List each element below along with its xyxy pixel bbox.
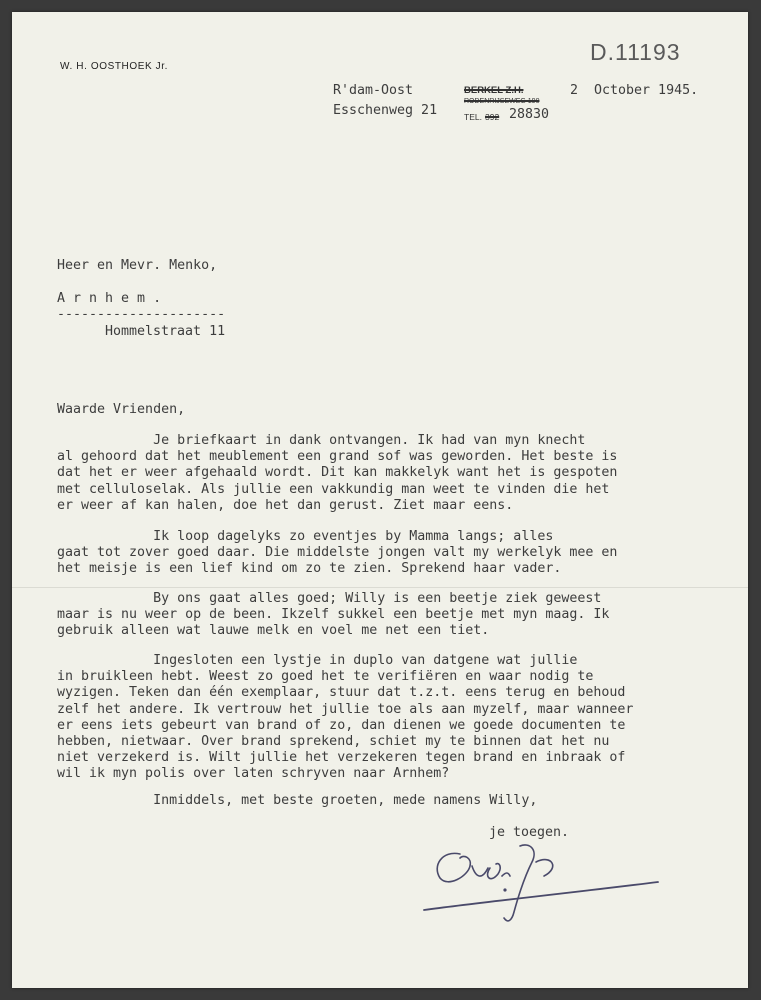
letter-date: 2 October 1945. — [570, 83, 699, 98]
handwritten-signature — [412, 832, 672, 927]
text-line: Je briefkaart in dank ontvangen. Ik had van myn knecht — [57, 433, 586, 448]
recipient-city-underline: --------------------- — [57, 307, 226, 322]
text-line: al gehoord dat het meublement een grand sof was geworden. Het beste is — [57, 449, 618, 465]
text-line: wil ik myn polis over laten schryven naar Arnhem? — [57, 766, 450, 782]
text-line: Ingesloten een lystje in duplo van datgene wat jullie — [57, 653, 578, 668]
text-line: zelf het andere. Ik vertrouw het jullie toe als aan myzelf, maar wanneer — [57, 701, 634, 717]
text-line: gebruik alleen wat lauwe melk en voel me net een tiet. — [57, 623, 490, 639]
telephone-number: 28830 — [509, 107, 550, 122]
text-line: hebben, nietwaar. Over brand sprekend, schiet my te binnen dat het nu — [57, 734, 610, 750]
archive-reference: D.11193 — [590, 39, 681, 65]
text-line: het meisje is een lief kind om zo te zien. Sprekend haar vader. — [57, 561, 562, 577]
text-line: wyzigen. Teken dan één exemplaar, stuur dat t.z.t. eens terug en behoud — [57, 685, 626, 701]
text-line: dat het er weer afgehaald wordt. Dit kan makkelyk want het is gespoten — [57, 465, 618, 481]
paragraph-3 — [57, 591, 747, 640]
text-line: in bruikleen hebt. Weest zo goed het te verifiëren en waar nodig te — [57, 669, 594, 685]
recipient-street: Hommelstraat 11 — [105, 324, 226, 339]
salutation: Waarde Vrienden, — [57, 402, 186, 417]
paragraph-4 — [57, 653, 747, 783]
printed-tel-struck: 392 — [485, 112, 500, 122]
printed-town-struck: BERKEL Z.H. — [464, 85, 524, 96]
sender-street: Esschenweg 21 — [333, 103, 438, 118]
sender-city: R'dam-Oost — [333, 83, 414, 98]
text-line: er weer af kan halen, doe het dan gerust. Ziet maar eens. — [57, 497, 514, 513]
paragraph-2 — [57, 529, 747, 578]
text-line: er eens iets gebeurt van brand of zo, dan dienen we goede documenten te — [57, 717, 626, 733]
letterhead-company: W. H. OOSTHOEK Jr. — [60, 61, 169, 72]
text-line: By ons gaat alles goed; Willy is een beetje ziek geweest — [57, 591, 602, 606]
recipient-city: A r n h e m . — [57, 291, 162, 306]
text-line: gaat tot zover goed daar. Die middelste jongen valt my werkelyk mee en — [57, 545, 618, 561]
paper-fold — [12, 587, 748, 588]
letter-page — [12, 12, 748, 988]
recipient-name: Heer en Mevr. Menko, — [57, 258, 218, 273]
text-line: met celluloselak. Als jullie een vakkundig man weet te vinden die het — [57, 481, 610, 497]
text-line: niet verzekerd is. Wilt jullie het verzekeren tegen brand en inbraak of — [57, 750, 626, 766]
text-line: Ik loop dagelyks zo eventjes by Mamma langs; alles — [57, 529, 554, 544]
text-line: maar is nu weer op de been. Ikzelf sukkel een beetje met myn maag. Ik — [57, 607, 610, 623]
printed-street-struck: RODENRIJSEWEG 190 — [464, 98, 540, 105]
closing-line: Inmiddels, met beste groeten, mede namens Willy, — [57, 793, 538, 808]
printed-tel-label: TEL. — [464, 112, 482, 122]
sign-off: je toegen. — [489, 825, 570, 840]
paragraph-1 — [57, 433, 747, 514]
